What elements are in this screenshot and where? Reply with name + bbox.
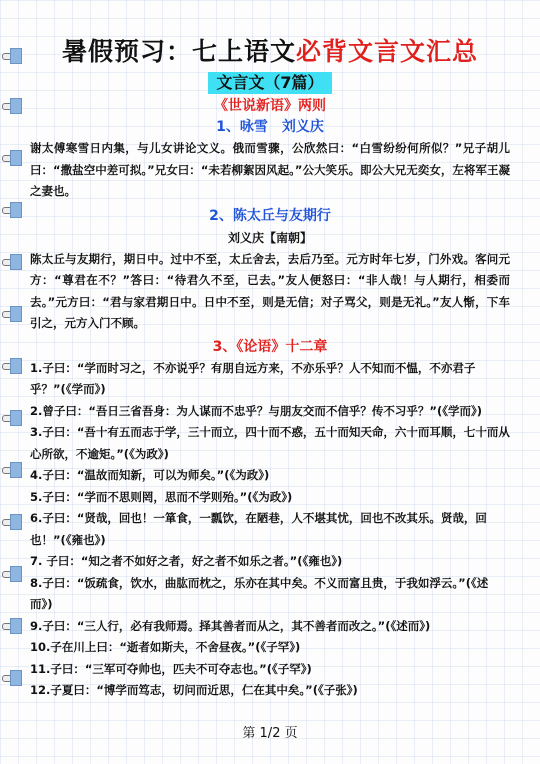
lunyu-item: 7. 子曰：“知之者不如好之者，好之者不如乐之者。”(《雍也》) [30,554,343,568]
lunyu-item: 11.子曰：“三军可夺帅也，匹夫不可夺志也。”(《子罕》) [30,661,312,676]
binder-ring-10 [0,514,22,530]
section-heading-shishuo: 《世说新语》两则 [214,98,326,114]
lunyu-item: 8.子曰：“饭疏食，饮水，曲肱而枕之，乐亦在其中矣。不义而富且贵，于我如浮云。”(《述而》) [30,575,489,611]
binder-ring-12 [0,618,22,634]
binder-ring-8 [0,410,22,426]
lunyu-item: 9.子曰：“三人行，必有我师焉。择其善者而从之，其不善者而改之。”(《述而》) [30,618,431,633]
lunyu-item: 5.子曰：“学而不思则罔，思而不学则殆。”(《为政》) [30,489,293,504]
piece2-heading: 2、陈太丘与友期行 [209,207,331,224]
binder-ring-6 [0,306,22,322]
binder-ring-1 [0,48,22,64]
page-number: 第 1/2 页 [242,726,298,741]
genre-label-text: 文言文（7篇） [208,72,331,94]
lunyu-item: 4.子曰：“温故而知新，可以为师矣。”(《为政》) [30,468,270,482]
lunyu-item: 1.子曰：“学而时习之，不亦说乎？有朋自远方来，不亦乐乎？人不知而不愠，不亦君子乎？”(《学而》) [30,360,476,396]
lunyu-item: 3.子曰：“吾十有五而志于学，三十而立，四十而不惑，五十而知天命，六十而耳顺，七十而从心所欲，不逾矩。”(《为政》) [30,425,510,461]
binder-ring-3 [0,150,22,166]
binder-ring-2 [0,98,22,114]
binder-ring-13 [0,670,22,686]
lunyu-item: 6.子曰：“贤哉，回也！一箪食，一瓢饮，在陋巷，人不堪其忧，回也不改其乐。贤哉，回也！”(《雍也》) [30,511,487,547]
binder-ring-11 [0,566,22,582]
binder-ring-4 [0,202,22,218]
lunyu-item: 2.曾子曰：“吾日三省吾身：为人谋而不忠乎？与朋友交而不信乎？传不习乎？”(《学而》) [30,403,482,418]
binder-ring-9 [0,462,22,478]
section-heading-lunyu: 3、《论语》十二章 [212,338,328,355]
genre-label [30,72,510,96]
piece2-author: 刘义庆【南朝】 [227,230,312,245]
piece1-heading: 1、咏雪 刘义庆 [216,119,324,135]
binder-ring-7 [0,358,22,374]
lunyu-item: 12.子夏曰：“博学而笃志，切问而近思，仁在其中矣。”(《子张》) [30,683,358,697]
page-title-main: 暑假预习：七上语文 [61,37,296,66]
lunyu-item: 10.子在川上曰：“逝者如斯夫，不舍昼夜。”(《子罕》) [30,640,301,654]
piece1-text: 谢太傅寒雪日内集，与儿女讲论文义。俄而雪骤，公欣然曰：“白雪纷纷何所似？”兄子胡儿曰：“撒盐空中差可拟。”兄女曰：“未若柳絮因风起。”公大笑乐。即公大兄无奕女，左将军王凝之妻也。 [30,141,510,198]
page-title-highlight: 必背文言文汇总 [296,37,479,66]
piece2-text: 陈太丘与友期行，期日中。过中不至，太丘舍去，去后乃至。元方时年七岁，门外戏。客问元方：“尊君在不？”答曰：“待君久不至，已去。”友人便怒曰：“非人哉！与人期行，相委而去。”元方曰：“君与家君期日中。日中不至，则是无信；对子骂父，则是无礼。”友人惭，下车引之，元方入门不顾。 [30,251,510,330]
document-body [30,34,510,702]
page-title [30,34,510,70]
binder-ring-5 [0,254,22,270]
